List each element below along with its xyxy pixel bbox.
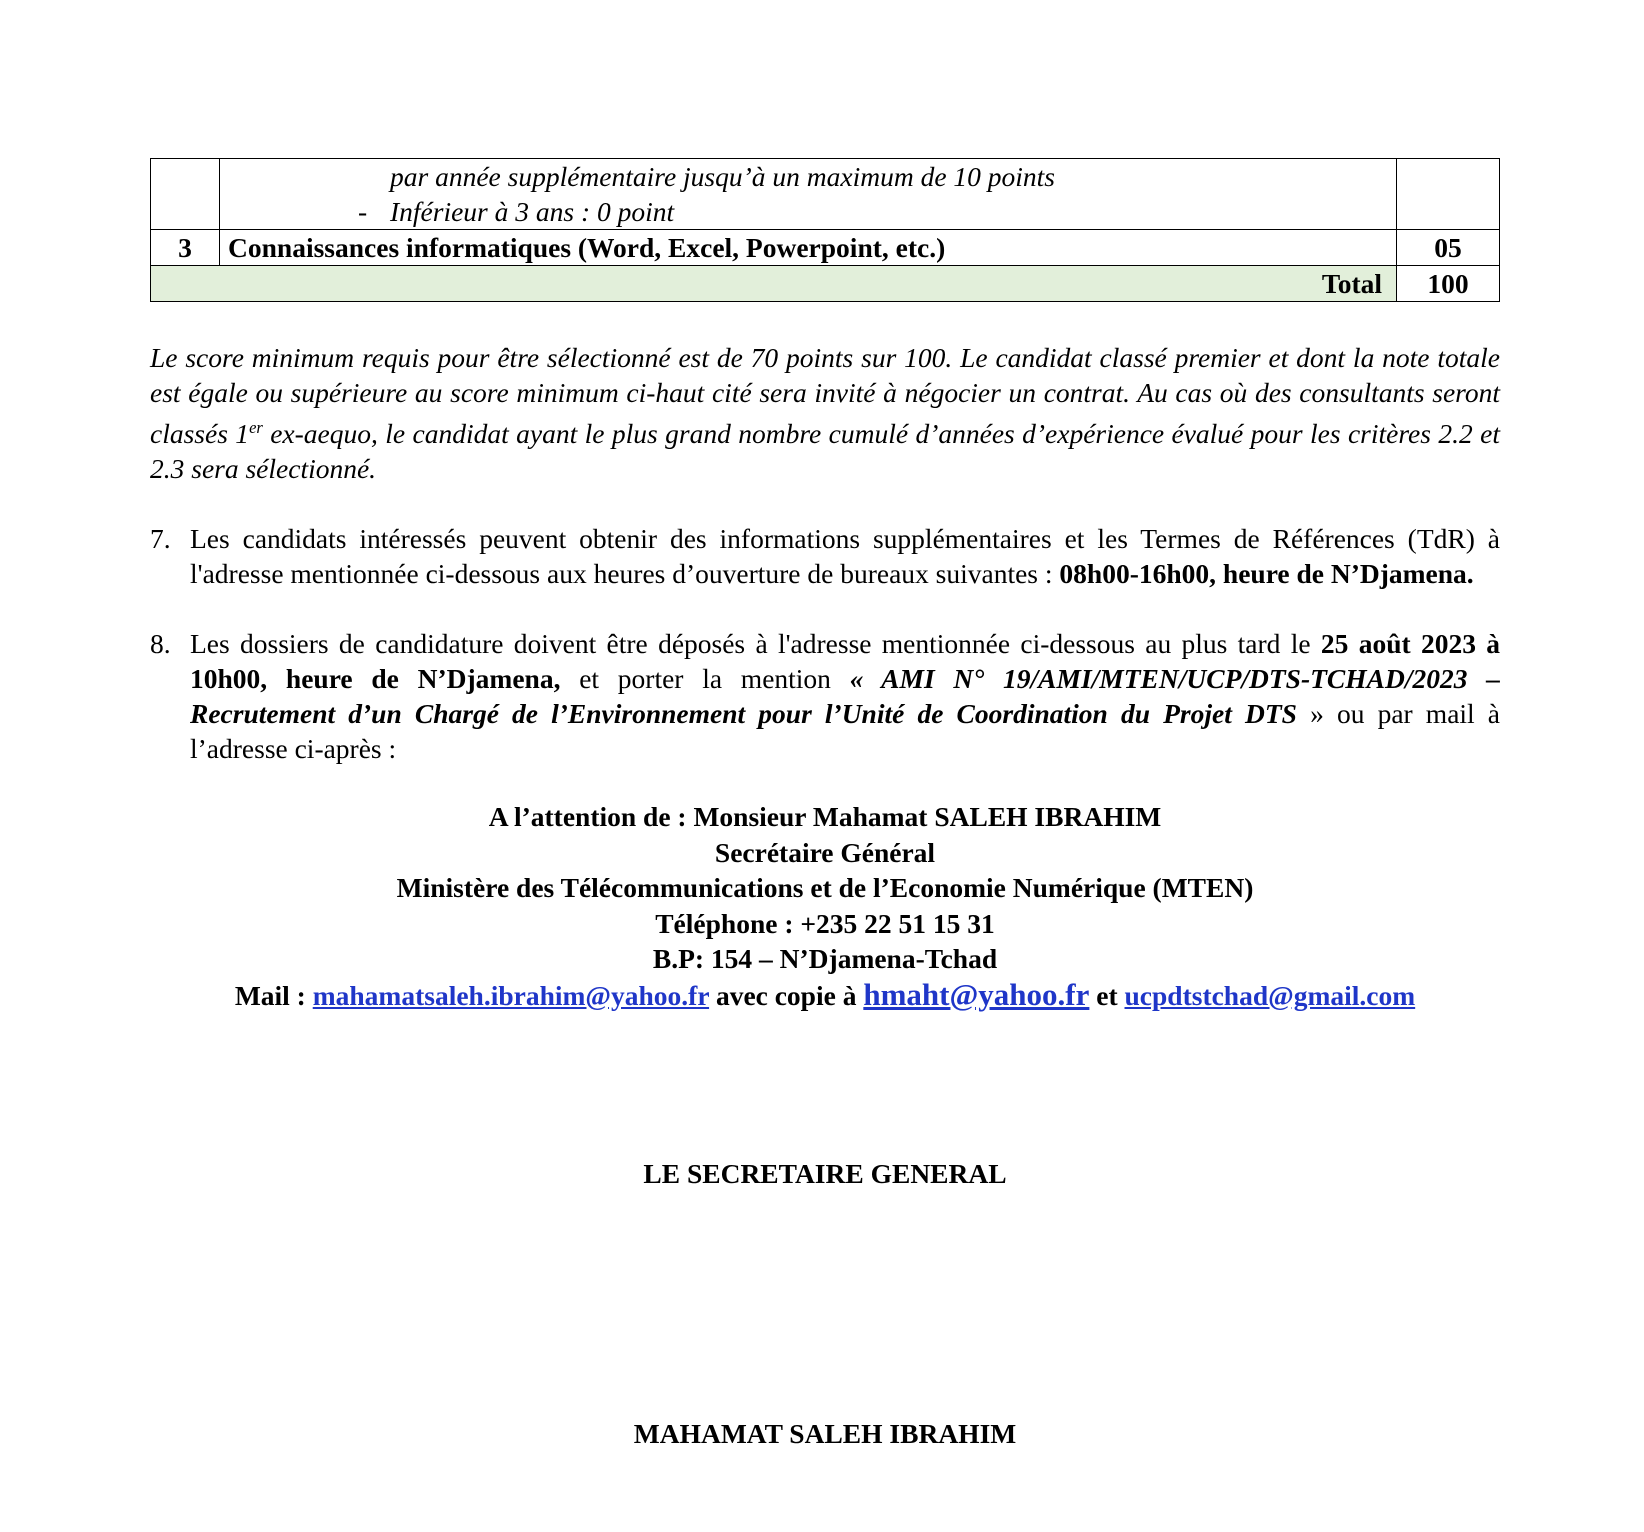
list-item-7 [150,521,1500,591]
criteria-number: 3 [151,230,220,266]
item-text: Les dossiers de candidature doivent être déposés à l'adresse mentionnée ci-dessous au plus tard le [190,628,1311,660]
signatory-name: MAHAMAT SALEH IBRAHIM [633,1418,1017,1449]
address-line: B.P: 154 – N’Djamena-Tchad [652,943,998,975]
item-text: Les candidats intéressés peuvent obtenir des informations supplémentaires et les Termes de Références (TdR) à l'adresse mentionnée ci-dessous aux heures d’ouverture de bureaux suivantes : [190,523,1500,590]
list-item-8 [150,626,1500,766]
item-text: et porter la mention [579,663,831,695]
ami-reference: « AMI N° 19/AMI/MTEN/UCP/DTS-TCHAD/2023 – Recrutement d’un Chargé de l’Environnement pour l’Unité de Coordination du Projet DTS [190,663,1501,730]
total-points: 100 [1397,266,1500,302]
criteria-bullet-item: - Inférieur à 3 ans : 0 point [358,196,675,227]
mail-line: Mail : mahamatsaleh.ibrahim@yahoo.fr avec copie à hmaht@yahoo.fr et ucpdtstchad@gmail.com [234,976,1416,1012]
total-label: Total [151,266,1397,302]
office-hours: 08h00-16h00, heure de N’Djamena. [1059,558,1474,590]
email-link-ucp[interactable]: ucpdtstchad@gmail.com [1124,979,1416,1011]
criteria-label: Connaissances informatiques (Word, Excel, Powerpoint, etc.) [220,230,1397,266]
deadline: 25 août 2023 à 10h00, heure de N’Djamena, [190,628,1501,695]
document-page [150,158,1500,1013]
contact-address [150,799,1500,1013]
address-line: Téléphone : +235 22 51 15 31 [655,907,995,939]
total-row [151,266,1500,302]
item-number: 8. [150,628,171,660]
email-link-primary[interactable]: mahamatsaleh.ibrahim@yahoo.fr [312,979,710,1011]
evaluation-criteria-table [150,158,1500,302]
address-line: Secrétaire Général [714,836,936,868]
email-link-copy[interactable]: hmaht@yahoo.fr [863,976,1090,1012]
address-line: Ministère des Télécommunications et de l’Economie Numérique (MTEN) [396,872,1254,904]
criteria-continuation-text: par année supplémentaire jusqu’à un maximum de 10 points [390,161,1056,192]
criteria-points: 05 [1397,230,1500,266]
selection-note: Le score minimum requis pour être sélectionné est de 70 points sur 100. Le candidat classé premier et dont la note totale est égale ou supérieure au score minimum ci-haut cité sera invité à négocier un contrat. Au cas où des consultants seront classés 1er ex-aequo, le candidat ayant le plus grand nombre cumulé d’années d’expérience évalué pour les critères 2.2 et 2.3 sera sélectionné. [150,342,1500,485]
table-row [151,230,1500,266]
address-line: A l’attention de : Monsieur Mahamat SALEH IBRAHIM [488,801,1162,833]
item-text: » ou par mail à l’adresse ci-après : [190,698,1501,765]
signature-title: LE SECRETAIRE GENERAL [643,1158,1007,1189]
item-number: 7. [150,523,171,555]
table-row [151,159,1500,230]
